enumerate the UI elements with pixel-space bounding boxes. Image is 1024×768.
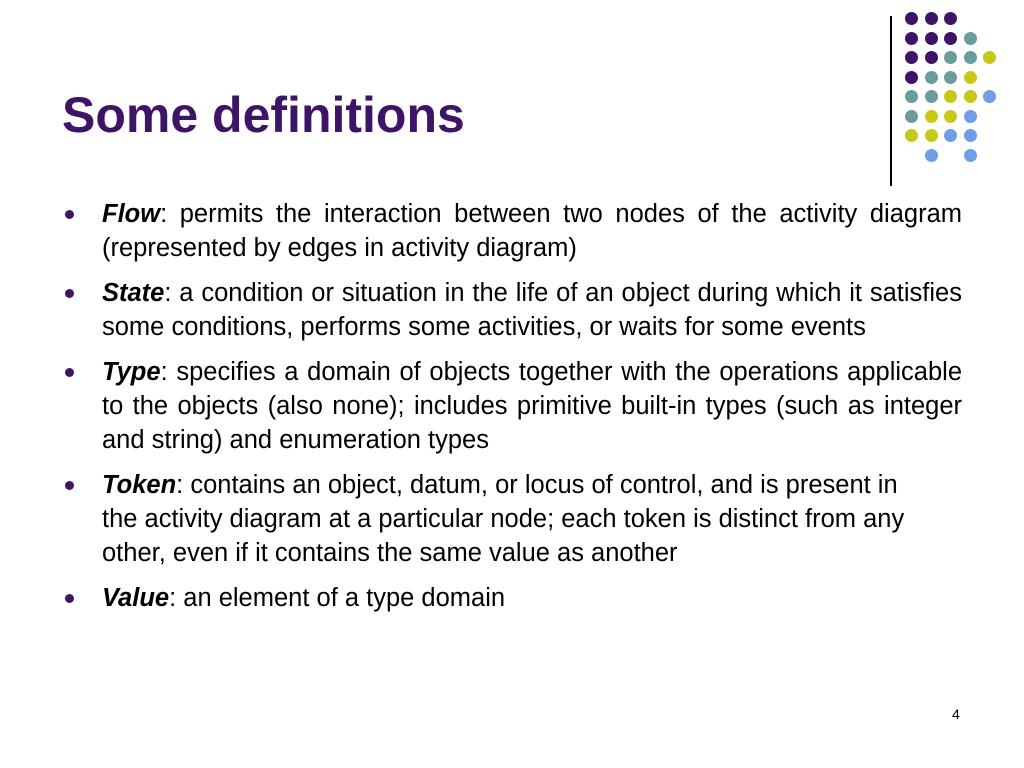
decorative-dot: [905, 110, 918, 123]
decorative-dot: [905, 71, 918, 84]
page-number: 4: [952, 706, 960, 722]
decorative-dot: [964, 129, 977, 142]
decorative-dot: [964, 90, 977, 103]
decorative-dot: [983, 90, 996, 103]
decorative-dot: [925, 51, 938, 64]
decorative-dot: [944, 110, 957, 123]
decorative-dot: [964, 71, 977, 84]
definition-term: Flow: [102, 200, 161, 228]
bullet-icon: [65, 368, 74, 377]
decorative-dot: [944, 129, 957, 142]
decorative-dot: [905, 32, 918, 45]
decorative-dot: [905, 90, 918, 103]
definition-text: : specifies a domain of objects together with the operations applicable to the objects (also none); includes primitive built-in types (such as integer and string) and enumeration types: [102, 358, 962, 454]
bullet-icon: [65, 481, 74, 490]
decorative-dot-grid: [905, 12, 1015, 172]
decorative-dot: [944, 51, 957, 64]
definition-list: [62, 197, 962, 626]
definition-term: Token: [102, 471, 177, 499]
definition-text: : an element of a type domain: [169, 584, 506, 612]
definition-term: Type: [102, 358, 161, 386]
decorative-dot: [925, 110, 938, 123]
definition-term: State: [102, 279, 165, 307]
definition-item-flow: [62, 197, 962, 265]
decorative-dot: [925, 90, 938, 103]
slide-title: Some definitions: [62, 87, 465, 143]
decorative-dot: [925, 71, 938, 84]
decorative-dot: [944, 90, 957, 103]
decorative-dot: [925, 129, 938, 142]
bullet-icon: [65, 594, 74, 603]
definition-item-type: [62, 355, 962, 457]
decorative-dot: [964, 51, 977, 64]
definition-item-token: [62, 468, 962, 570]
decorative-dot: [964, 149, 977, 162]
definition-text: : a condition or situation in the life of an object during which it satisfies some conditions, performs some activities, or waits for some events: [102, 279, 962, 341]
definition-text: : permits the interaction between two nodes of the activity diagram (represented by edges in activity diagram): [102, 200, 962, 262]
decorative-dot: [983, 51, 996, 64]
decorative-dot: [905, 12, 918, 25]
bullet-icon: [65, 210, 74, 219]
definition-text: : contains an object, datum, or locus of control, and is present in the activity diagram at a particular node; each token is distinct from any other, even if it contains the same value as another: [102, 471, 905, 567]
decorative-dot: [964, 110, 977, 123]
decorative-dot: [905, 51, 918, 64]
decorative-dot: [944, 71, 957, 84]
decorative-dot: [925, 149, 938, 162]
definition-item-state: [62, 276, 962, 344]
decorative-dot: [944, 12, 957, 25]
decorative-dot: [964, 32, 977, 45]
definition-term: Value: [102, 584, 170, 612]
vertical-divider: [890, 16, 892, 186]
decorative-dot: [944, 32, 957, 45]
decorative-dot: [925, 12, 938, 25]
decorative-dot: [925, 32, 938, 45]
definition-item-value: [62, 581, 962, 615]
bullet-icon: [65, 289, 74, 298]
decorative-dot: [905, 129, 918, 142]
